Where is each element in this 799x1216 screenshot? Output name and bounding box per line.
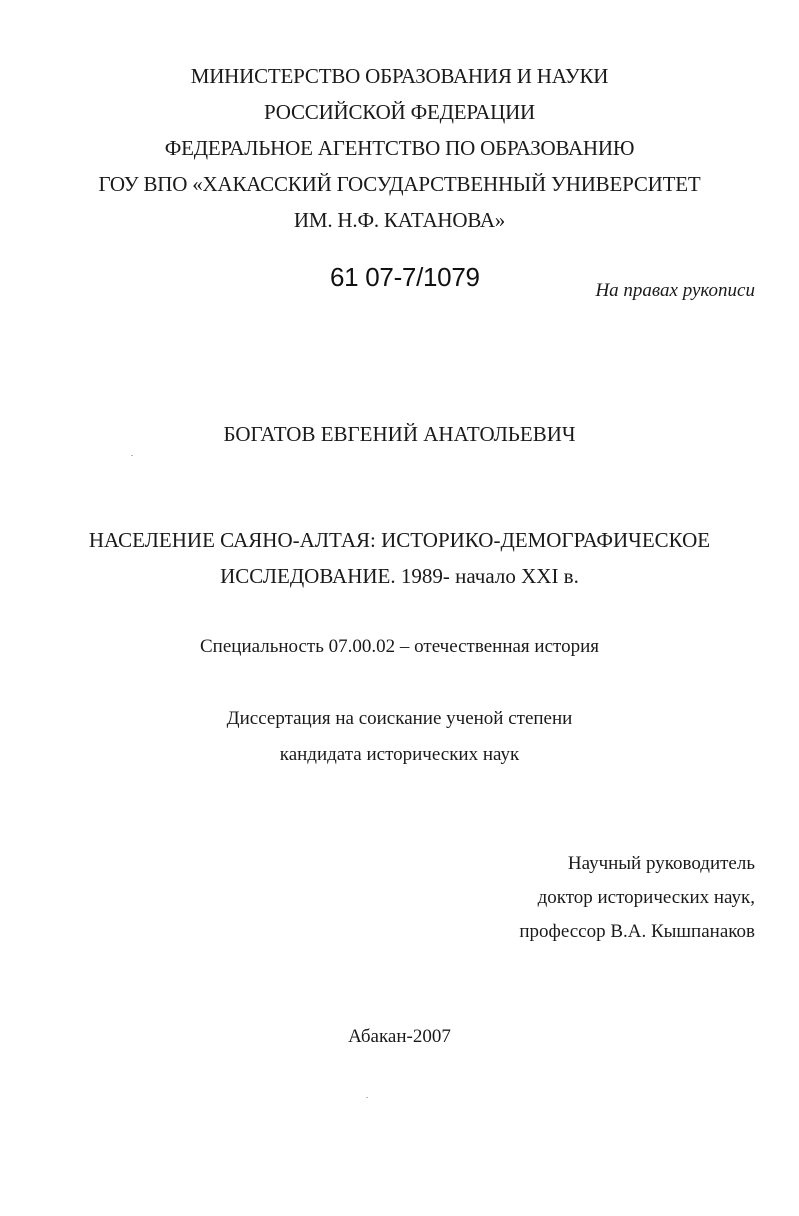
manuscript-rights: На правах рукописи xyxy=(595,280,755,301)
thesis-title-line-2: ИССЛЕДОВАНИЕ. 1989- начало XXI в. xyxy=(220,564,579,588)
agency-line: ФЕДЕРАЛЬНОЕ АГЕНТСТВО ПО ОБРАЗОВАНИЮ xyxy=(164,136,635,160)
author-name: БОГАТОВ ЕВГЕНИЙ АНАТОЛЬЕВИЧ xyxy=(223,422,576,446)
thesis-title-line-1: НАСЕЛЕНИЕ САЯНО-АЛТАЯ: ИСТОРИКО-ДЕМОГРАФИЧЕСКОЕ xyxy=(88,528,711,552)
catalog-number: 61 07-7/1079 xyxy=(330,262,480,292)
degree-line-2: кандидата исторических наук xyxy=(279,744,520,765)
scan-speck xyxy=(131,455,133,456)
scientific-supervisor xyxy=(519,847,755,949)
federation-line: РОССИЙСКОЙ ФЕДЕРАЦИИ xyxy=(264,100,535,124)
university-name-line: ИМ. Н.Ф. КАТАНОВА» xyxy=(293,208,506,232)
scan-speck xyxy=(366,1097,368,1098)
supervisor-name: профессор В.А. Кышпанаков xyxy=(519,921,755,942)
degree-line-1: Диссертация на соискание ученой степени xyxy=(226,708,573,729)
supervisor-role: Научный руководитель xyxy=(567,853,755,874)
supervisor-degree: доктор исторических наук, xyxy=(537,887,755,908)
specialty: Специальность 07.00.02 – отечественная история xyxy=(200,636,599,657)
city-year: Абакан-2007 xyxy=(348,1026,451,1047)
university-line: ГОУ ВПО «ХАКАССКИЙ ГОСУДАРСТВЕННЫЙ УНИВЕРСИТЕТ xyxy=(98,172,701,196)
ministry-line: МИНИСТЕРСТВО ОБРАЗОВАНИЯ И НАУКИ xyxy=(190,64,609,88)
